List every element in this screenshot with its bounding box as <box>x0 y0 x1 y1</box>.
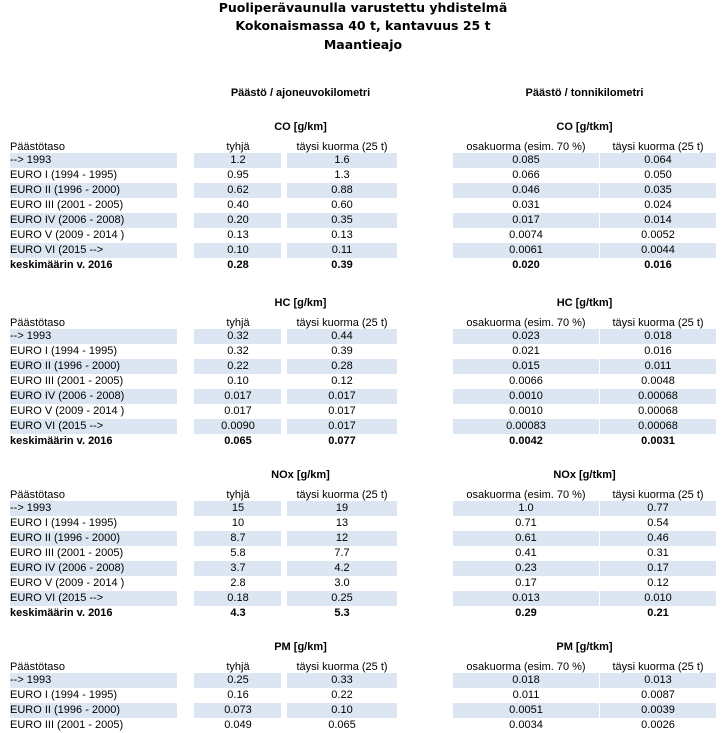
column-header-partial-load: osakuorma (esim. 70 %) <box>466 317 586 329</box>
column-header-full-load-tonne: täysi kuorma (25 t) <box>612 141 704 153</box>
value-partial: 0.017 <box>512 214 540 226</box>
emission-level-label: EURO II (1996 - 2000) <box>10 704 121 716</box>
value-full: 7.7 <box>334 547 350 559</box>
value-partial: 0.0042 <box>509 435 543 447</box>
average-row <box>0 434 726 449</box>
value-full: 0.017 <box>328 420 356 432</box>
value-empty: 1.2 <box>230 154 246 166</box>
table-row <box>0 329 726 344</box>
value-full: 0.13 <box>331 229 353 241</box>
value-empty: 0.13 <box>227 229 249 241</box>
unit-label-tonne-km: PM [g/tkm] <box>556 641 613 653</box>
value-empty: 15 <box>231 502 245 514</box>
table-row <box>0 168 726 183</box>
value-empty: 0.95 <box>227 169 249 181</box>
value-partial: 0.015 <box>512 360 540 372</box>
value-partial: 0.0010 <box>509 390 543 402</box>
value-partial: 0.0010 <box>509 405 543 417</box>
value-empty: 10 <box>231 517 245 529</box>
value-empty: 0.073 <box>224 704 252 716</box>
emission-level-label: EURO IV (2006 - 2008) <box>10 562 125 574</box>
value-empty: 0.017 <box>224 405 252 417</box>
average-row <box>0 606 726 621</box>
value-full: 0.88 <box>331 184 353 196</box>
value-full: 5.3 <box>334 607 350 619</box>
table-row <box>0 389 726 404</box>
emission-level-label: EURO V (2009 - 2014 ) <box>10 577 125 589</box>
table-row <box>0 546 726 561</box>
column-header-full-load-tonne: täysi kuorma (25 t) <box>612 489 704 501</box>
column-header-full-load: täysi kuorma (25 t) <box>296 141 388 153</box>
table-row <box>0 703 726 718</box>
table-row <box>0 359 726 374</box>
average-row <box>0 258 726 273</box>
unit-label-vehicle-km: CO [g/km] <box>274 121 327 133</box>
column-header-partial-load: osakuorma (esim. 70 %) <box>466 661 586 673</box>
table-row <box>0 243 726 258</box>
value-full-t: 0.00068 <box>638 420 678 432</box>
table-row <box>0 516 726 531</box>
table-row <box>0 561 726 576</box>
value-full-t: 0.035 <box>644 184 672 196</box>
emission-level-label: keskimäärin v. 2016 <box>10 259 113 271</box>
value-partial: 1.0 <box>518 502 534 514</box>
value-full: 0.017 <box>328 390 356 402</box>
value-empty: 0.049 <box>224 719 252 731</box>
emission-level-label: --> 1993 <box>10 330 52 342</box>
emission-level-label: EURO III (2001 - 2005) <box>10 375 124 387</box>
value-partial: 0.020 <box>512 259 540 271</box>
unit-label-vehicle-km: NOx [g/km] <box>271 469 330 481</box>
value-full: 0.39 <box>331 259 353 271</box>
unit-label-tonne-km: NOx [g/tkm] <box>553 469 616 481</box>
value-full: 1.3 <box>334 169 350 181</box>
value-empty: 0.40 <box>227 199 249 211</box>
column-header-empty: tyhjä <box>226 661 250 673</box>
value-full: 0.28 <box>331 360 353 372</box>
value-full: 0.44 <box>331 330 353 342</box>
document-title: Puoliperävaunulla varustettu yhdistelmä <box>218 0 508 15</box>
value-full-t: 0.0044 <box>641 244 675 256</box>
value-full: 0.077 <box>328 435 356 447</box>
table-row <box>0 673 726 688</box>
table-row <box>0 183 726 198</box>
value-full-t: 0.016 <box>644 259 672 271</box>
value-full: 0.10 <box>331 704 353 716</box>
value-partial: 0.41 <box>515 547 537 559</box>
value-full-t: 0.12 <box>647 577 669 589</box>
column-header-empty: tyhjä <box>226 489 250 501</box>
emission-level-label: EURO III (2001 - 2005) <box>10 547 124 559</box>
column-header-full-load: täysi kuorma (25 t) <box>296 661 388 673</box>
value-empty: 3.7 <box>230 562 246 574</box>
table-row <box>0 228 726 243</box>
value-full: 0.22 <box>331 689 353 701</box>
value-full-t: 0.77 <box>647 502 669 514</box>
value-partial: 0.0051 <box>509 704 543 716</box>
value-full-t: 0.54 <box>647 517 669 529</box>
emission-level-label: EURO V (2009 - 2014 ) <box>10 405 125 417</box>
column-header-level: Päästötaso <box>10 661 66 673</box>
value-full-t: 0.011 <box>644 360 672 372</box>
value-partial: 0.17 <box>515 577 537 589</box>
column-header-level: Päästötaso <box>10 141 66 153</box>
emission-level-label: EURO I (1994 - 1995) <box>10 517 117 529</box>
value-full-t: 0.00068 <box>638 405 678 417</box>
table-row <box>0 531 726 546</box>
document-subtitle: Kokonaismassa 40 t, kantavuus 25 t <box>235 18 491 33</box>
column-header-full-load-tonne: täysi kuorma (25 t) <box>612 317 704 329</box>
unit-label-vehicle-km: HC [g/km] <box>274 297 327 309</box>
value-full: 0.017 <box>328 405 356 417</box>
unit-label-vehicle-km: PM [g/km] <box>274 641 327 653</box>
value-full: 19 <box>335 502 349 514</box>
value-full-t: 0.010 <box>644 592 672 604</box>
column-header-full-load: täysi kuorma (25 t) <box>296 489 388 501</box>
vehicle-km-header: Päästö / ajoneuvokilometri <box>230 87 371 99</box>
value-partial: 0.0034 <box>509 719 543 731</box>
value-full-t: 0.018 <box>644 330 672 342</box>
value-empty: 0.16 <box>227 689 249 701</box>
emission-level-label: EURO VI (2015 --> <box>10 420 104 432</box>
value-full-t: 0.013 <box>644 674 672 686</box>
value-partial: 0.61 <box>515 532 537 544</box>
value-full-t: 0.014 <box>644 214 672 226</box>
emission-level-label: EURO IV (2006 - 2008) <box>10 390 125 402</box>
value-full: 0.60 <box>331 199 353 211</box>
table-row <box>0 419 726 434</box>
value-full: 0.11 <box>331 244 353 256</box>
table-row <box>0 591 726 606</box>
emission-level-label: EURO V (2009 - 2014 ) <box>10 229 125 241</box>
value-full-t: 0.31 <box>647 547 669 559</box>
value-full-t: 0.024 <box>644 199 672 211</box>
table-row <box>0 213 726 228</box>
value-empty: 0.28 <box>227 259 249 271</box>
value-full-t: 0.46 <box>647 532 669 544</box>
value-partial: 0.046 <box>512 184 540 196</box>
value-full-t: 0.17 <box>647 562 669 574</box>
emission-level-label: EURO VI (2015 --> <box>10 244 104 256</box>
value-full: 0.35 <box>331 214 353 226</box>
column-header-full-load-tonne: täysi kuorma (25 t) <box>612 661 704 673</box>
tonne-km-header: Päästö / tonnikilometri <box>525 87 644 99</box>
emission-level-label: EURO III (2001 - 2005) <box>10 719 124 731</box>
value-empty: 0.10 <box>227 244 249 256</box>
column-header-empty: tyhjä <box>226 317 250 329</box>
column-header-partial-load: osakuorma (esim. 70 %) <box>466 489 586 501</box>
emission-level-label: EURO II (1996 - 2000) <box>10 360 121 372</box>
value-full-t: 0.050 <box>644 169 672 181</box>
value-partial: 0.00083 <box>506 420 546 432</box>
value-full-t: 0.0026 <box>641 719 675 731</box>
column-header-empty: tyhjä <box>226 141 250 153</box>
emission-level-label: --> 1993 <box>10 502 52 514</box>
value-empty: 0.065 <box>224 435 252 447</box>
value-full-t: 0.016 <box>644 345 672 357</box>
table-row <box>0 718 726 733</box>
table-row <box>0 374 726 389</box>
value-partial: 0.23 <box>515 562 537 574</box>
emission-level-label: EURO IV (2006 - 2008) <box>10 214 125 226</box>
value-full-t: 0.0052 <box>641 229 675 241</box>
emission-level-label: EURO VI (2015 --> <box>10 592 104 604</box>
value-full: 0.39 <box>331 345 353 357</box>
value-full: 13 <box>335 517 349 529</box>
table-row <box>0 501 726 516</box>
emission-level-label: EURO III (2001 - 2005) <box>10 199 124 211</box>
value-full-t: 0.0031 <box>641 435 675 447</box>
unit-label-tonne-km: HC [g/tkm] <box>556 297 613 309</box>
value-empty: 0.62 <box>227 184 249 196</box>
column-header-partial-load: osakuorma (esim. 70 %) <box>466 141 586 153</box>
value-partial: 0.0061 <box>509 244 543 256</box>
value-empty: 2.8 <box>230 577 246 589</box>
emission-level-label: keskimäärin v. 2016 <box>10 607 113 619</box>
value-full: 0.065 <box>328 719 356 731</box>
value-empty: 5.8 <box>230 547 246 559</box>
table-row <box>0 344 726 359</box>
value-partial: 0.031 <box>512 199 540 211</box>
value-partial: 0.71 <box>515 517 537 529</box>
value-full-t: 0.00068 <box>638 390 678 402</box>
value-partial: 0.013 <box>512 592 540 604</box>
value-full-t: 0.21 <box>647 607 669 619</box>
value-full: 3.0 <box>334 577 350 589</box>
emission-level-label: --> 1993 <box>10 154 52 166</box>
emission-level-label: EURO I (1994 - 1995) <box>10 169 117 181</box>
emission-level-label: EURO II (1996 - 2000) <box>10 184 121 196</box>
value-full: 0.12 <box>331 375 353 387</box>
column-header-level: Päästötaso <box>10 317 66 329</box>
value-full: 4.2 <box>334 562 350 574</box>
emission-level-label: EURO II (1996 - 2000) <box>10 532 121 544</box>
value-partial: 0.021 <box>512 345 540 357</box>
emission-level-label: keskimäärin v. 2016 <box>10 435 113 447</box>
value-empty: 0.20 <box>227 214 249 226</box>
value-partial: 0.0074 <box>509 229 543 241</box>
value-partial: 0.29 <box>515 607 537 619</box>
value-partial: 0.0066 <box>509 375 543 387</box>
emission-level-label: EURO I (1994 - 1995) <box>10 689 117 701</box>
value-empty: 4.3 <box>230 607 246 619</box>
table-row <box>0 404 726 419</box>
value-partial: 0.085 <box>512 154 540 166</box>
value-partial: 0.011 <box>512 689 540 701</box>
value-full-t: 0.0048 <box>641 375 675 387</box>
table-row <box>0 198 726 213</box>
value-full-t: 0.0039 <box>641 704 675 716</box>
value-empty: 0.10 <box>227 375 249 387</box>
column-header-level: Päästötaso <box>10 489 66 501</box>
value-full: 12 <box>335 532 349 544</box>
value-empty: 0.22 <box>227 360 249 372</box>
value-empty: 0.0090 <box>221 420 255 432</box>
value-empty: 0.32 <box>227 330 249 342</box>
unit-label-tonne-km: CO [g/tkm] <box>556 121 613 133</box>
value-partial: 0.018 <box>512 674 540 686</box>
emission-level-label: --> 1993 <box>10 674 52 686</box>
value-empty: 0.25 <box>227 674 249 686</box>
value-full-t: 0.064 <box>644 154 672 166</box>
value-partial: 0.023 <box>512 330 540 342</box>
value-empty: 0.32 <box>227 345 249 357</box>
value-full: 1.6 <box>334 154 350 166</box>
document-driving-mode: Maantieajo <box>323 37 403 52</box>
value-empty: 0.18 <box>227 592 249 604</box>
value-empty: 0.017 <box>224 390 252 402</box>
emission-level-label: EURO I (1994 - 1995) <box>10 345 117 357</box>
column-header-full-load: täysi kuorma (25 t) <box>296 317 388 329</box>
value-partial: 0.066 <box>512 169 540 181</box>
value-full-t: 0.0087 <box>641 689 675 701</box>
table-row <box>0 576 726 591</box>
value-full: 0.33 <box>331 674 353 686</box>
value-empty: 8.7 <box>230 532 246 544</box>
value-full: 0.25 <box>331 592 353 604</box>
table-row <box>0 688 726 703</box>
table-row <box>0 153 726 168</box>
